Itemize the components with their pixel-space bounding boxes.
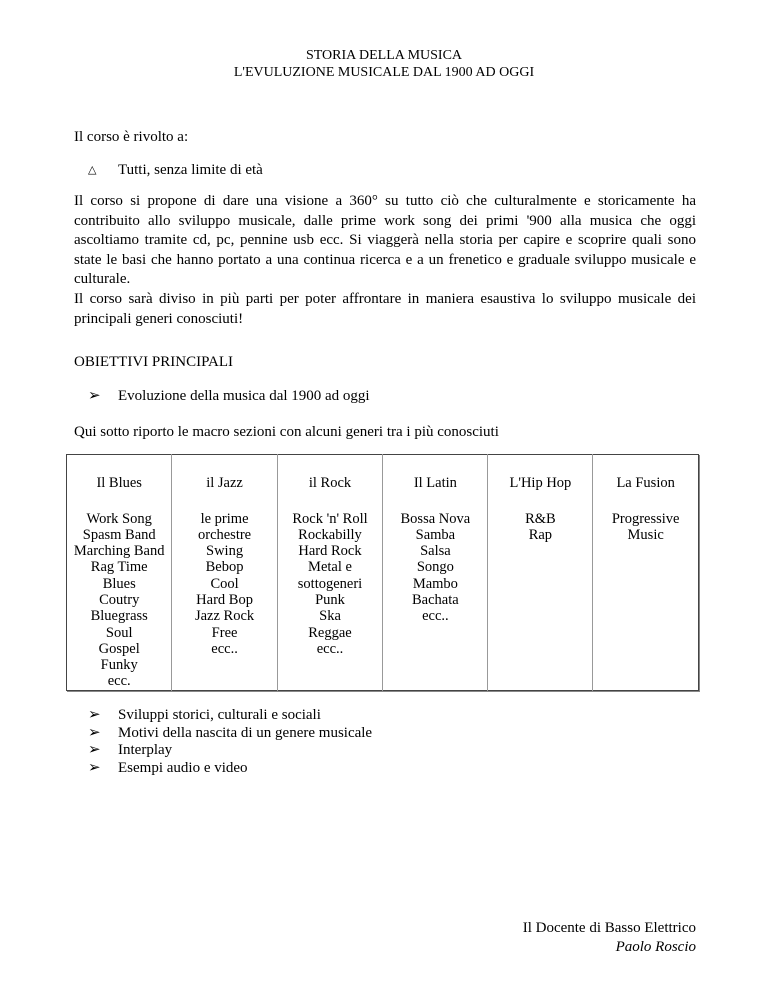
genre-item: sottogeneri xyxy=(297,575,363,592)
audience-bullet xyxy=(88,161,263,180)
genre-item: Blues xyxy=(102,575,136,592)
genre-item: Ska xyxy=(319,608,341,625)
signature-name: Paolo Roscio xyxy=(615,939,696,955)
genre-header: Il Blues xyxy=(96,475,142,491)
genre-item: Rag Time xyxy=(90,559,148,576)
genre-header: Il Latin xyxy=(383,455,488,511)
arrowhead-right-icon: ➢ xyxy=(88,759,101,776)
genre-item: Gospel xyxy=(98,640,140,657)
genre-item: Cool xyxy=(210,575,239,592)
topic-list xyxy=(88,706,372,776)
genres-table-body-row xyxy=(67,511,699,691)
title-line-1: STORIA DELLA MUSICA xyxy=(305,48,463,63)
genre-item: Mambo xyxy=(412,575,458,592)
title-line-2: L'EVULUZIONE MUSICALE DAL 1900 AD OGGI xyxy=(233,65,535,80)
genre-list xyxy=(172,511,277,691)
genre-item: Swing xyxy=(206,543,244,560)
document-title xyxy=(0,47,768,81)
table-intro: Qui sotto riporto le macro sezioni con alcuni generi tra i più conosciuti xyxy=(74,424,499,440)
genre-item: Spasm Band xyxy=(82,526,156,543)
signature-role: Il Docente di Basso Elettrico xyxy=(522,920,696,936)
arrowhead-right-icon: ➢ xyxy=(88,388,101,404)
topic-item: ➢ Sviluppi storici, culturali e sociali xyxy=(88,707,321,723)
genre-item: Free xyxy=(211,624,238,641)
genre-item: orchestre xyxy=(197,526,252,543)
topic-item: ➢ Esempi audio e video xyxy=(88,759,248,776)
genre-item: Bachata xyxy=(412,591,459,608)
signature-block xyxy=(523,919,696,957)
genre-item: Progressive xyxy=(611,510,680,527)
genre-item: ecc.. xyxy=(316,640,344,657)
genre-item: Bossa Nova xyxy=(400,510,471,527)
paragraph-structure: Il corso sarà diviso in più parti per poter affrontare in maniera esaustiva lo sviluppo musicale dei principali generi conosciuti! xyxy=(74,291,696,327)
genre-item: R&B xyxy=(525,510,556,527)
genre-item: ecc.. xyxy=(422,608,449,625)
intro-lead: Il corso è rivolto a: xyxy=(74,129,189,145)
genre-item: Marching Band xyxy=(73,543,165,560)
genre-item: Reggae xyxy=(308,624,352,641)
audience-bullet-text: Tutti, senza limite di età xyxy=(118,162,263,178)
triangle-up-icon: △ xyxy=(88,164,97,176)
genre-item: Rockabilly xyxy=(298,526,362,543)
genre-header: L'Hip Hop xyxy=(488,455,593,511)
genre-header: il Rock xyxy=(277,455,383,511)
genre-header: il Jazz xyxy=(172,455,277,511)
genre-item: Salsa xyxy=(420,543,451,560)
genre-item: Bluegrass xyxy=(90,608,148,625)
arrowhead-right-icon: ➢ xyxy=(88,724,101,741)
genre-item: Music xyxy=(627,526,664,543)
genre-item: ecc. xyxy=(107,673,131,690)
objective-bullet xyxy=(88,387,370,405)
genre-item: ecc.. xyxy=(211,640,238,657)
paragraph-description: Il corso si propone di dare una visione a 360° su tutto ciò che culturalmente e storicamente ha contribuito allo sviluppo musicale, dalle prime work song dei primi '900 alla musica che oggi ascoltiamo tramite cd, pc, pennine usb ecc. Si viaggerà nella storia per capire e scoprire quali sono state le basi che hanno portato a una continua ricerca e a un frenetico e graduale sviluppo musicale e culturale. xyxy=(74,193,696,287)
genre-item: Rap xyxy=(528,526,553,543)
genres-table-header-row xyxy=(67,455,699,511)
genre-list xyxy=(383,511,488,691)
genre-item: Rock 'n' Roll xyxy=(292,510,368,527)
genre-item: Songo xyxy=(416,559,454,576)
genre-list xyxy=(593,511,699,691)
genre-item: Jazz Rock xyxy=(194,608,255,625)
arrowhead-right-icon: ➢ xyxy=(88,707,101,723)
genre-item: Punk xyxy=(315,591,345,608)
genre-list xyxy=(277,511,383,691)
topic-item: ➢ Motivi della nascita di un genere musicale xyxy=(88,724,373,741)
genre-item: Funky xyxy=(100,657,138,674)
genre-item: Bebop xyxy=(205,559,244,576)
genre-header: La Fusion xyxy=(593,455,699,511)
genre-item: le prime xyxy=(200,510,249,527)
genre-item: Samba xyxy=(415,526,456,543)
genres-table xyxy=(66,454,699,691)
genre-item: Metal e xyxy=(308,559,352,576)
genre-list xyxy=(67,511,172,691)
genre-item: Soul xyxy=(105,624,133,641)
arrowhead-right-icon: ➢ xyxy=(88,742,101,758)
topic-item: ➢ Interplay xyxy=(88,742,173,758)
genre-item: Hard Rock xyxy=(298,543,362,560)
objective-bullet-text: Evoluzione della musica dal 1900 ad oggi xyxy=(118,388,370,404)
genre-item: Work Song xyxy=(86,510,152,527)
genre-item: Coutry xyxy=(99,591,140,608)
genre-list xyxy=(488,511,593,691)
genre-item: Hard Bop xyxy=(196,591,253,608)
objectives-heading: OBIETTIVI PRINCIPALI xyxy=(74,354,234,370)
